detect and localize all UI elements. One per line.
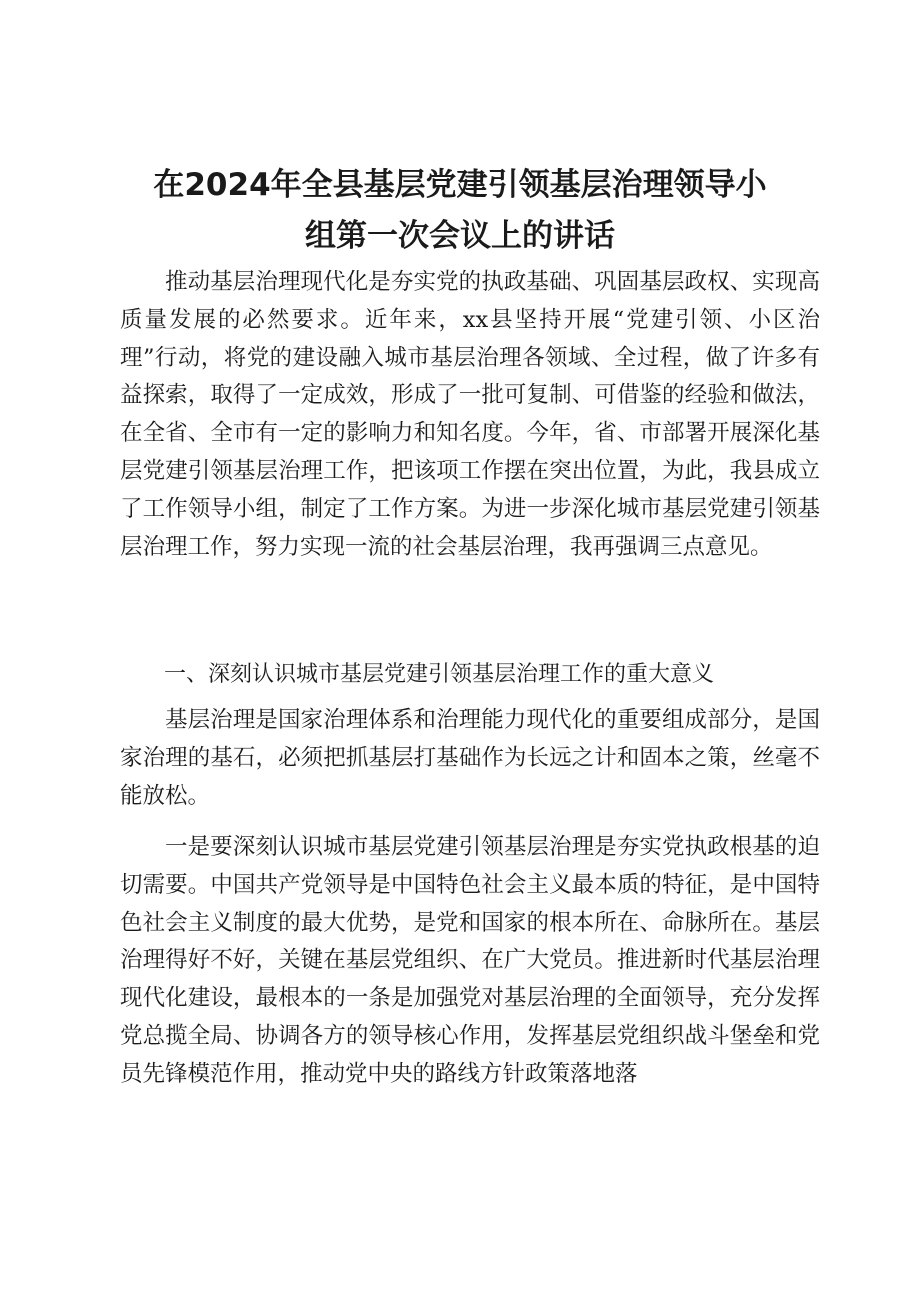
title-line-2: 组第一次会议上的讲话 [305,218,615,254]
section1-paragraph-2: 一是要深刻认识城市基层党建引领基层治理是夯实党执政根基的迫切需要。中国共产党领导是中国特色社会主义最本质的特征，是中国特色社会主义制度的最大优势，是党和国家的根本所在、命脉所在。基层治理得好不好，关键在基层党组织、在广大党员。推进新时代基层治理现代化建设，最根本的一条是加强党对基层治理的全面领导，充分发挥党总揽全局、协调各方的领导核心作用，发挥基层党组织战斗堡垒和党员先锋模范作用，推动党中央的路线方针政策落地落 [120,834,820,1087]
document-title [100,160,820,262]
section1-paragraph-1: 基层治理是国家治理体系和治理能力现代化的重要组成部分，是国家治理的基石，必须把抓基层打基础作为长远之计和固本之策，丝毫不能放松。 [120,707,820,809]
section-heading-1: 一、深刻认识城市基层党建引领基层治理工作的重大意义 [164,662,715,687]
title-line-1: 在2024年全县基层党建引领基层治理领导小 [153,167,767,203]
intro-paragraph: 推动基层治理现代化是夯实党的执政基础、巩固基层政权、实现高质量发展的必然要求。近年来，xx县坚持开展“党建引领、小区治理”行动，将党的建设融入城市基层治理各领域、全过程，做了许多有益探索，取得了一定成效，形成了一批可复制、可借鉴的经验和做法，在全省、全市有一定的影响力和知名度。今年，省、市部署开展深化基层党建引领基层治理工作，把该项工作摆在突出位置，为此，我县成立了工作领导小组，制定了工作方案。为进一步深化城市基层党建引领基层治理工作，努力实现一流的社会基层治理，我再强调三点意见。 [120,269,820,560]
